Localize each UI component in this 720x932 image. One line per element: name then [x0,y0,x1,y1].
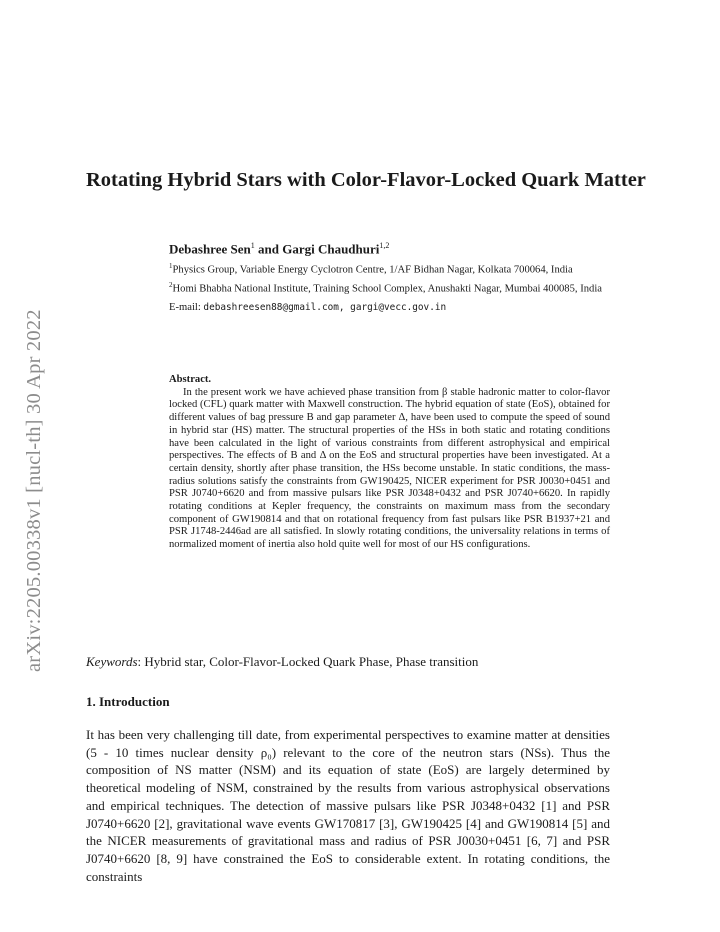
abstract [169,374,610,552]
abstract-body: In the present work we have achieved phase transition from β stable hadronic matter to color-flavor locked (CFL) quark matter with Maxwell construction. The hybrid equation of state (EoS), obtained for different values of bag pressure B and gap parameter Δ, have been used to compute the speed of sound in hybrid star (HS) matter. The structural properties of the HSs in both static and rotating conditions have been calculated in the light of various constraints from different astrophysical and empirical perspectives. The effects of B and Δ on the EoS and structural properties have been investigated. At a certain density, shortly after phase transition, the HSs become unstable. In static conditions, the mass-radius solutions satisfy the constraints from GW190425, NICER experiment for PSR J0030+0451 and PSR J0740+6620 and from massive pulsars like PSR J0348+0432 and PSR J0740+6620. In rapidly rotating conditions at Kepler frequency, the constraints on maximum mass from the secondary component of GW190814 and that on rotational frequency from fast pulsars like PSR B1937+21 and PSR J1748-2446ad are all satisfied. In slowly rotating conditions, the universality relations in terms of normalized moment of inertia also hold quite well for most of our HS configurations. [169,386,610,551]
abstract-heading: Abstract. [169,374,212,385]
author-affil-mark: 1,2 [379,241,390,250]
author-conjunction: and [254,241,283,257]
affiliation-mark: 2 [169,281,173,290]
email-label: E-mail: [169,302,204,314]
front-matter [169,237,609,314]
author-name: Gargi Chaudhuri [282,241,380,257]
arxiv-side-stamp: arXiv:2205.00338v1 [nucl-th] 30 Apr 2022 [23,309,45,672]
paper-title: Rotating Hybrid Stars with Color-Flavor-Locked Quark Matter [86,169,646,191]
email-line [169,301,609,314]
author-list [169,237,609,258]
affiliation-mark: 1 [169,262,173,271]
affiliation [169,260,609,277]
author-affil-mark: 1 [250,241,255,250]
keywords-label: Keywords [86,654,138,669]
affiliation-text: Physics Group, Variable Energy Cyclotron Centre, 1/AF Bidhan Nagar, Kolkata 700064, India [172,264,573,276]
keywords [86,653,646,670]
affiliation [169,279,609,296]
keywords-text: : Hybrid star, Color-Flavor-Locked Quark Phase, Phase transition [137,654,479,669]
section-heading: 1. Introduction [86,694,170,709]
affiliation-text: Homi Bhabha National Institute, Training School Complex, Anushakti Nagar, Mumbai 400085, India [172,283,602,295]
author-name: Debashree Sen [169,241,251,257]
intro-paragraph: It has been very challenging till date, from experimental perspectives to examine matter at densities (5 - 10 times nuclear density ρ₀) relevant to the core of the neutron stars (NSs). Thus the composition of NS matter (NSM) and its equation of state (EoS) are largely determined by theoretical modeling of NSM, constrained by the results from various astrophysical observations and empirical techniques. The detection of massive pulsars like PSR J0348+0432 [1] and PSR J0740+6620 [2], gravitational wave events GW170817 [3], GW190425 [4] and GW190814 [5] and the NICER measurements of gravitational mass and radius of PSR J0030+0451 [6, 7] and PSR J0740+6620 [8, 9] have constrained the EoS to considerable extent. In rotating conditions, the constraints [86,727,610,884]
email-addresses: debashreesen88@gmail.com, gargi@vecc.gov.in [203,302,447,314]
